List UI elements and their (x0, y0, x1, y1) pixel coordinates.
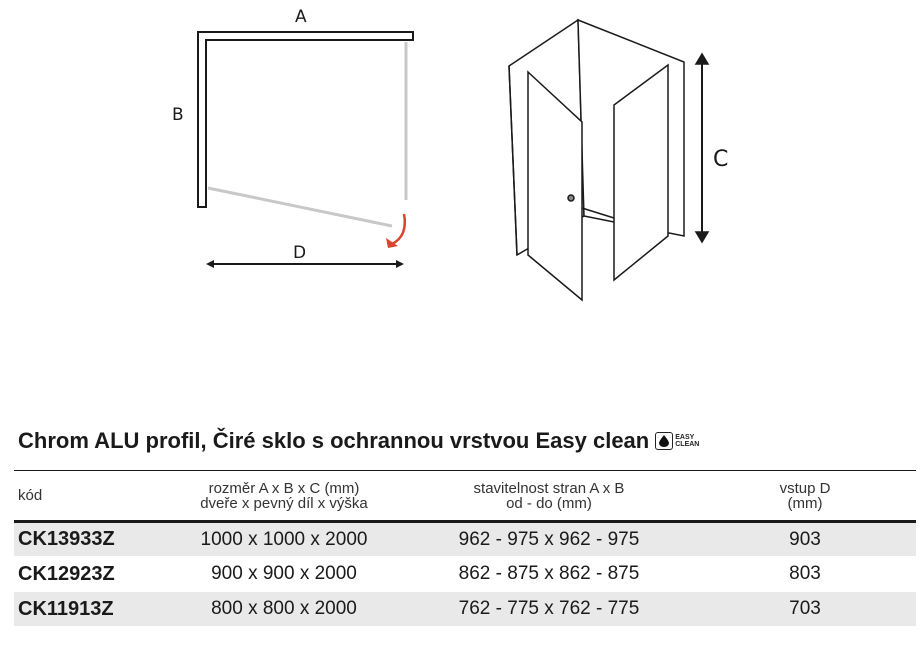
cell-stavitelnost: 862 - 875 x 862 - 875 (458, 563, 640, 584)
header-row (14, 471, 916, 522)
table-row (14, 522, 916, 557)
cell-rozmer: 800 x 800 x 2000 (211, 598, 357, 619)
cell-kod: CK12923Z (18, 562, 115, 585)
header-stavitelnost-line1: stavitelnost stran A x B (473, 479, 625, 497)
cell-vstup: 903 (789, 528, 821, 550)
cell-rozmer: 1000 x 1000 x 2000 (200, 528, 368, 550)
header-rozmer-line1: rozměr A x B x C (mm) (208, 479, 360, 497)
dimension-d-arrow-right (396, 260, 404, 268)
header-kod (14, 471, 164, 522)
header-rozmer-line2: dveře x pevný díl x výška (200, 494, 368, 512)
spec-table-body (14, 522, 916, 627)
door-swing-arrow-icon (392, 214, 405, 244)
door-handle-icon (568, 195, 574, 201)
water-drop-icon (655, 432, 673, 450)
spec-table (14, 470, 916, 627)
table-row (14, 557, 916, 592)
label-d: D (293, 243, 307, 263)
label-a: A (295, 7, 307, 27)
dimension-d-arrow-left (206, 260, 214, 268)
cell-vstup: 703 (789, 598, 821, 619)
dimension-c-arrow-bottom (696, 232, 708, 242)
badge-line2: CLEAN (675, 441, 700, 448)
label-b: B (172, 105, 184, 125)
section-title-text: Chrom ALU profil, Čiré sklo s ochrannou vrstvou Easy clean (18, 428, 650, 453)
cell-stavitelnost: 762 - 775 x 762 - 775 (458, 598, 640, 619)
door-panel-line (208, 188, 392, 226)
isometric-diagram (509, 20, 708, 300)
cell-stavitelnost: 962 - 975 x 962 - 975 (458, 528, 640, 550)
dimension-c-arrow-top (696, 54, 708, 64)
badge-line1: EASY (675, 434, 695, 441)
product-section-title (18, 428, 699, 454)
header-kod-line1: kód (18, 487, 43, 504)
table-row (14, 592, 916, 627)
header-stavitelnost (404, 471, 694, 522)
easy-clean-badge (655, 432, 699, 450)
arrow-head (386, 238, 398, 248)
header-vstup (694, 471, 916, 522)
header-rozmer (164, 471, 404, 522)
top-view-diagram (172, 7, 413, 268)
cell-vstup: 803 (789, 563, 821, 584)
header-stavitelnost-line2: od - do (mm) (506, 494, 592, 512)
cell-rozmer: 900 x 900 x 2000 (211, 563, 357, 584)
header-vstup-line1: vstup D (779, 479, 831, 497)
label-c: C (713, 147, 729, 172)
cell-kod: CK11913Z (18, 597, 114, 620)
header-vstup-line2: (mm) (787, 494, 823, 512)
spec-table-header (14, 471, 916, 522)
top-view-frame (198, 32, 413, 207)
easy-clean-badge-text (675, 434, 699, 448)
cell-kod: CK13933Z (18, 528, 115, 550)
